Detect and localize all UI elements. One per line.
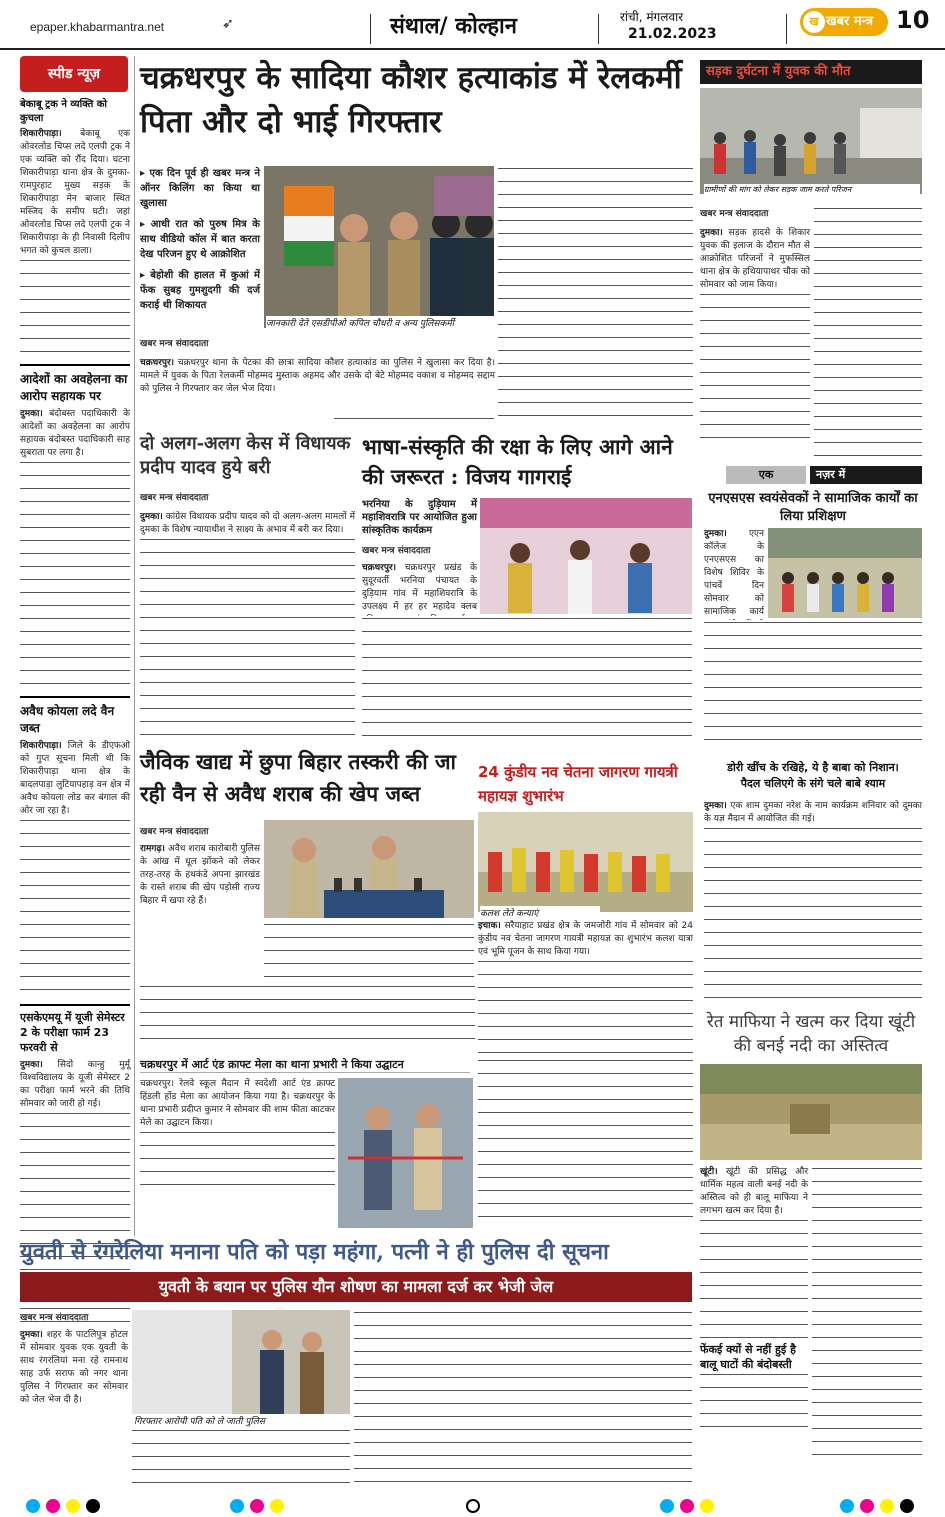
bottom-photo-caption: गिरफ्तार आरोपी पति को ले जाती पुलिस [134,1414,334,1427]
s2-title: आदेशों का अवहेलना का आरोप सहायक पर [20,364,130,404]
police-group-image [264,166,494,328]
accident-photo-caption: ग्रामीणों की मांग को लेकर सड़क जाम करते परिजन [704,184,920,195]
page-number: 10 [896,6,930,34]
accident-body: खबर मन्त्र संवाददाता दुमका। सड़क हादसे के शिकार युवक की इलाज के दौरान मौत से आक्रोशित परिजनों ने मुफस्सिल थाना क्षेत्र के हथियापाथर चौक को सोमवार को जाम किया। [700,206,810,456]
lead-body: खबर मन्त्र संवाददाता चक्रधरपुर। चक्रधरपुर थाना के पेटका की छात्रा सादिया कौशर हत्याकांड का पुलिस ने खुलासा कर दिया है। मामले में युवक के पिता रेलकर्मी मोहम्मद मुस्ताक अहमद और उसके दो बेटे मोहम्मद वकाश व मोहम्मद सद्दाम को पुलिस ने गिरफ्तार कर जेल भेज दिया। [140,336,495,426]
road-block-image [700,88,922,194]
brand-logo [800,8,888,36]
art-body: चक्रधरपुर। रेलवे स्कूल मैदान में स्वदेशी आर्ट एंड क्राफ्ट हिंडली होंड मेला का आयोजन किया गया है। चक्रधरपुर के थाना प्रभारी प्रदीप्त कुमार ने सोमवार की शाम फीता काटकर मेले का उद्घाटन किया। [140,1078,335,1228]
nss-subheads: डोरी खींच के रखिहे, ये है बाबा को निशान। पैदल चलिएगे के संगे चले बाबे श्याम [727,761,899,790]
byline: खबर मन्त्र संवाददाता [140,339,209,349]
nss-headline: एनएसएस स्वयंसेवकों ने सामाजिक कार्यों का लिया प्रशिक्षण [708,491,918,524]
text-filler [20,258,130,358]
bottom-body: खबर मन्त्र संवाददाता दुमका। शहर के पाटलिपुत्र होटल में सोमवार युवक एक युवती के साथ रंगरलियां मना रहे रामनाथ साह उर्फ सराफ को नगर थाना पुलिस ने गिरफ्तार कर सोमवार को जेल भेज दी है। [20,1313,128,1405]
seized-liquor-image [264,820,474,918]
gayatri-headline: 24 कुंडीय नव चेतना जागरण गायत्री महायज्ञ शुभारंभ [478,763,678,805]
column-rule [134,56,135,1236]
bottom-headline: युवती से रंगरेलिया मनाना पति को पड़ा महंगा, पत्नी ने ही पुलिस दी सूचना [20,1239,609,1265]
s3-title: अवैध कोयला लदे वैन जब्त [20,696,130,736]
print-registration-marks [0,1496,945,1517]
bullet-3: ▸ बेहोशी की हालत में कुआं में फेंक सुबह गुमशुदगी की दर्ज कराई थी शिकायत [140,270,260,311]
gagrai-headline: भाषा-संस्कृति की रक्षा के लिए आगे आने की जरूरत : विजय गागराई [362,434,673,489]
left-column [20,96,130,1236]
gayatri-photo-caption: कलश लेते कन्याएं [480,906,600,919]
gayatri-body: इचाक। सरैयाहाट प्रखंड क्षेत्र के जमजोरी गांव में सोमवार को 24 कुंडीय नव चेतना जागरण गायत्री महायज्ञ का शुभारंभ कलश यात्रा एवं भूमि पूजन के साथ किया गया। [478,920,693,1050]
gagrai-photo [480,498,692,614]
speed-news-badge: स्पीड न्यूज़ [20,56,128,92]
riverbed-image [700,1064,922,1160]
gagrai-body: भरनिया के दुड़ियाम में महाशिवरात्रि पर आयोजित हुआ सांस्कृतिक कार्यक्रम खबर मन्त्र संवाददाता चक्रधरपुर। चक्रधरपुर प्रखंड के सुदूरवर्ती भरनिया पंचायत के दुड़ियाम गांव में महाशिवरात्रि के उपलक्ष्य में हर हर महादेव क्लब [362,499,477,612]
ribbon-cutting-image [338,1078,473,1228]
accident-photo [700,88,922,194]
bottom-sub-bar: युवती के बयान पर पुलिस यौन शोषण का मामला दर्ज कर भेजी जेल [20,1272,692,1302]
lead-photo-caption: जानकारी देते एसडीपीओ कपिल चौधरी व अन्य पुलिसकर्मी [266,316,494,329]
liquor-body: खबर मन्त्र संवाददाता रामगढ़। अवैध शराब कारोबारी पुलिस के आंख में धूल झोंकने को लेकर तरह-तरह के हथकंडे अपना झारखंड के रास्ते शराब की खेप पड़ोसी राज्य बिहार में खपा रहे हैं। [140,827,260,906]
s1-body: शिकारीपाड़ा। बेकाबू एक ओवरलोड चिप्स लदे एलपी ट्रक ने एक व्यक्ति को रौंद दिया। घटना शिकारीपाड़ा थाना क्षेत्र के दुमका-रामपुरहाट मुख्य सड़क के शिकारीपाड़ा मेन बाजार स्थित मस्जिद के समीप घटी। जहां ओवरलोड चिप्स लदे एलपी ट्रक ने शिकारीपाड़ा के ही निवासी दिलीप भगत को कुचल डाला। [20,129,130,256]
text-filler [20,818,130,998]
city-day: रांची, मंगलवार [620,10,684,24]
divider [786,14,787,44]
accident-headline: सड़क दुर्घटना में युवक की मौत [706,64,851,79]
pradeep-headline: दो अलग-अलग केस में विधायक प्रदीप यादव हुये बरी [140,433,351,478]
divider [370,14,371,44]
brand-icon: ख [803,11,825,33]
bottom-photo [132,1310,350,1414]
cursor-icon: ➶ [222,16,234,32]
liquor-headline: जैविक खाद्य में छुपा बिहार तस्करी की जा रही वैन से अवैध शराब की खेप जब्त [140,749,456,806]
site-url[interactable]: epaper.khabarmantra.net [30,20,165,34]
nss-body: दुमका। एएन कॉलेज के एनएसएस का विशेष शिविर के पांचवें दिन सोमवार को सामाजिक कार्य [704,529,764,617]
gagrai-body-cont [362,616,692,740]
lead-photo [264,166,494,328]
sand-body: खूंटी। खूंटी की प्रसिद्ध और धार्मिक महत्व वाली बनई नदी के अस्तित्व को ही बालू माफिया ने लगभग खत्म कर दिया है। फेंकई क्यों से नहीं हुई है बालू घाटों की बंदोबस्ती [700,1166,808,1466]
lead-body-cont [498,166,693,426]
bullet-1: ▸ एक दिन पूर्व ही खबर मन्त्र ने ऑनर किलिंग का किया था खुलासा [140,168,260,209]
lead-body-cont [334,416,494,428]
s4-title: एसकेएमयू में यूजी सेमेस्टर 2 के परीक्षा फार्म 23 फरवरी से [20,1004,130,1055]
bullet-2: ▸ आधी रात को पुरुष मित्र के साथ वीडियो कॉल में बात करता देख परिजन हुए थे आक्रोशित [140,219,260,260]
text-filler [20,460,130,690]
volunteers-image [768,528,922,618]
page-header [0,0,945,50]
ek-nazar-bar: एक नज़र में [706,466,922,484]
nss-photo [768,528,922,618]
s2-body: दुमका। बंदोबस्त पदाधिकारी के आदेशों का अवहेलना का आरोप सहायक बंदोबस्त पदाधिकारी साह सुबराता पर लगा है। [20,409,130,458]
s3-body: शिकारीपाड़ा। जिले के डीएफओ को गुप्त सूचना मिली थी कि शिकारीपाड़ा थाना क्षेत्र के बादलपाड़ा लुटियापहाड़ वन क्षेत्र में अवैध कोयला लोड कर बंगाल की ओर जा रहा है। [20,741,130,816]
lead-bullets [140,166,260,346]
issue-date: 21.02.2023 [628,26,717,42]
dance-stage-image [480,498,692,614]
art-photo [338,1078,473,1228]
brand-name: खबर मन्त्र [826,14,874,29]
gayatri-photo [478,812,693,912]
lead-headline: चक्रधरपुर के सादिया कौशर हत्याकांड में रेलकर्मी पिता और दो भाई गिरफ्तार [140,60,682,140]
kalash-procession-image [478,812,693,912]
shyam-body: दुमका। एक शाम दुमका नरेश के नाम कार्यक्रम शनिवार को दुमका के यज्ञ मैदान में आयोजित की गई। [704,800,922,1000]
sand-photo [700,1064,922,1160]
section-title: संथाल/ कोल्हान [390,13,517,39]
liquor-photo [264,820,474,918]
arrest-image [132,1310,350,1414]
sand-headline: रेत माफिया ने खत्म कर दिया खूंटी की बनई नदी का अस्तित्व [706,1012,916,1056]
divider [598,14,599,44]
pradeep-body: खबर मन्त्र संवाददाता दुमका। कांग्रेस विधायक प्रदीप यादव को दो अलग-अलग मामलों में दुमका के विशेष न्यायाधीश ने साक्ष्य के अभाव में बरी कर दिया। [140,490,355,740]
s1-title: बेकाबू ट्रक ने व्यक्ति को कुचला [20,99,108,124]
bottom-headline-row [20,1236,692,1268]
s4-body: दुमका। सिदो कान्हु मुर्मू विश्वविद्यालय के यूजी सेमेस्टर 2 का परीक्षा फार्म भरने की तिथि सोमवार को जारी हो गई। [20,1060,130,1109]
registration-icon [466,1499,480,1513]
art-headline: चक्रधरपुर में आर्ट एंड क्राफ्ट मेला का थाना प्रभारी ने किया उद्घाटन [140,1058,470,1073]
